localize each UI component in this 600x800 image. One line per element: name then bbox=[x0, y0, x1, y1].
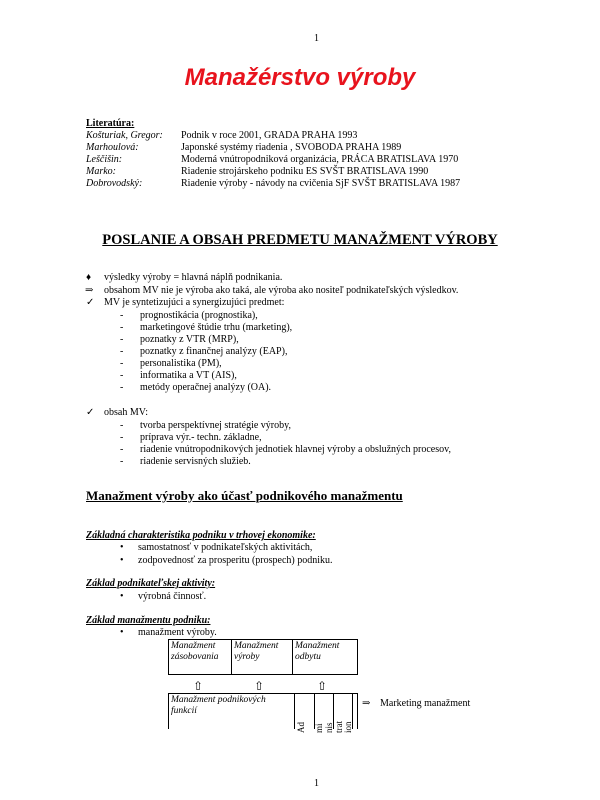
literature-heading: Literatúra: bbox=[86, 118, 135, 129]
admin-fragment: nis bbox=[324, 722, 334, 733]
literature-author: Dobrovodský: bbox=[86, 178, 143, 189]
list-item bbox=[120, 444, 451, 456]
admin-fragment: ion bbox=[343, 721, 353, 733]
list-item bbox=[120, 358, 222, 370]
admin-label bbox=[343, 693, 353, 733]
bullet-text: obsah MV: bbox=[104, 407, 148, 418]
round-bullet-icon: • bbox=[120, 542, 124, 553]
admin-label bbox=[324, 693, 334, 733]
list-item-text: riadenie vnútropodnikových jednotiek hlavnej výroby a obslužných procesov, bbox=[140, 444, 451, 455]
list-item-text: marketingové štúdie trhu (marketing), bbox=[140, 322, 293, 333]
divider-line bbox=[294, 693, 295, 729]
list-item-text: poznatky z finančnej analýzy (EAP), bbox=[140, 346, 288, 357]
dash-bullet: - bbox=[120, 382, 124, 393]
up-arrow-icon: ⇧ bbox=[193, 679, 204, 693]
list-item-text: metódy operačnej analýzy (OA). bbox=[140, 382, 272, 393]
list-item bbox=[120, 322, 293, 334]
dash-bullet: - bbox=[120, 370, 124, 381]
literature-work: Riadenie strojárskeho podniku ES SVŠT BRATISLAVA 1990 bbox=[181, 166, 429, 177]
list-item bbox=[120, 346, 288, 358]
list-item bbox=[120, 370, 237, 382]
list-item bbox=[120, 432, 262, 444]
list-item bbox=[120, 542, 313, 554]
literature-work: Riadenie výroby - návody na cvičenia SjF SVŠT BRATISLAVA 1987 bbox=[181, 178, 461, 189]
list-item-text: riadenie servisných služieb. bbox=[140, 456, 251, 467]
diamond-bullet-icon: ♦ bbox=[86, 272, 92, 283]
bullet-text: výsledky výroby = hlavná náplň podnikania. bbox=[104, 272, 283, 283]
list-item-text: prognostikácia (prognostika), bbox=[140, 310, 258, 321]
literature-work: Japonské systémy riadenia , SVOBODA PRAHA 1989 bbox=[181, 142, 402, 153]
checkmark-icon: ✓ bbox=[86, 407, 95, 418]
dash-bullet: - bbox=[120, 322, 124, 333]
arrow-right-icon: ⇒ bbox=[85, 285, 94, 296]
up-arrow-icon: ⇧ bbox=[317, 679, 328, 693]
list-item-text: poznatky z VTR (MRP), bbox=[140, 334, 239, 345]
admin-label bbox=[296, 693, 306, 733]
round-bullet-icon: • bbox=[120, 627, 124, 638]
marketing-manazment-label: Marketing manažment bbox=[380, 698, 471, 709]
admin-fragment: trat bbox=[334, 721, 344, 733]
box-manazment-vyroby: Manažment výroby bbox=[231, 639, 293, 675]
dash-bullet: - bbox=[120, 444, 124, 455]
list-item bbox=[120, 310, 258, 322]
list-item-text: výrobná činnosť. bbox=[138, 591, 207, 602]
list-item-text: informatika a VT (AIS), bbox=[140, 370, 237, 381]
round-bullet-icon: • bbox=[120, 591, 124, 602]
box-manazment-zasobovania: Manažment zásobovania bbox=[168, 639, 232, 675]
list-item bbox=[120, 591, 207, 603]
literature-author: Košturiak, Gregor: bbox=[86, 130, 163, 141]
list-item bbox=[120, 627, 217, 639]
up-arrow-icon: ⇧ bbox=[254, 679, 265, 693]
list-item bbox=[120, 420, 291, 432]
box-label: Manažment podnikových funkcií bbox=[171, 695, 266, 716]
page-number-bottom: 1 bbox=[314, 778, 319, 789]
subheading-charakteristika: Základná charakteristika podniku v trhovej ekonomike: bbox=[86, 530, 316, 541]
list-item-text: zodpovednosť za prosperitu (prospech) podniku. bbox=[138, 555, 333, 566]
section-heading-poslanie: POSLANIE A OBSAH PREDMETU MANAŽMENT VÝROBY bbox=[102, 232, 498, 248]
subheading-zaklad-manazmentu: Základ manažmentu podniku: bbox=[86, 615, 211, 626]
arrow-right-icon: ⇒ bbox=[362, 698, 371, 709]
page-number-top: 1 bbox=[314, 33, 319, 44]
list-item bbox=[120, 456, 251, 468]
literature-author: Leščišin: bbox=[86, 154, 123, 165]
list-item bbox=[120, 555, 333, 567]
admin-fragment: mi bbox=[314, 723, 324, 733]
literature-author: Marko: bbox=[86, 166, 116, 177]
bullet-text: obsahom MV nie je výroba ako taká, ale výroba ako nositeľ podnikateľských výsledkov. bbox=[104, 285, 459, 296]
list-item bbox=[120, 382, 272, 394]
literature-work: Moderná vnútropodniková organizácia, PRÁCA BRATISLAVA 1970 bbox=[181, 154, 459, 165]
literature-author: Marhoulová: bbox=[86, 142, 139, 153]
literature-work: Podnik v roce 2001, GRADA PRAHA 1993 bbox=[181, 130, 358, 141]
dash-bullet: - bbox=[120, 334, 124, 345]
round-bullet-icon: • bbox=[120, 555, 124, 566]
list-item-text: samostatnosť v podnikateľských aktivitách, bbox=[138, 542, 313, 553]
list-item-text: tvorba perspektívnej stratégie výroby, bbox=[140, 420, 291, 431]
section-heading-manazment: Manažment výroby ako účasť podnikového manažmentu bbox=[86, 488, 403, 503]
dash-bullet: - bbox=[120, 310, 124, 321]
dash-bullet: - bbox=[120, 432, 124, 443]
admin-label bbox=[314, 693, 324, 733]
page-title: Manažérstvo výroby bbox=[184, 64, 416, 91]
checkmark-icon: ✓ bbox=[86, 297, 95, 308]
bullet-text: MV je syntetizujúci a synergizujúci predmet: bbox=[104, 297, 285, 308]
list-item-text: príprava výr.- techn. základne, bbox=[140, 432, 262, 443]
dash-bullet: - bbox=[120, 346, 124, 357]
list-item-text: manažment výroby. bbox=[138, 627, 217, 638]
subheading-zaklad-aktivity: Základ podnikateľskej aktivity: bbox=[86, 578, 216, 589]
admin-fragment: Ad bbox=[296, 722, 306, 733]
box-manazment-odbytu: Manažment odbytu bbox=[292, 639, 358, 675]
list-item bbox=[120, 334, 239, 346]
dash-bullet: - bbox=[120, 420, 124, 431]
dash-bullet: - bbox=[120, 456, 124, 467]
dash-bullet: - bbox=[120, 358, 124, 369]
list-item-text: personalistika (PM), bbox=[140, 358, 222, 369]
